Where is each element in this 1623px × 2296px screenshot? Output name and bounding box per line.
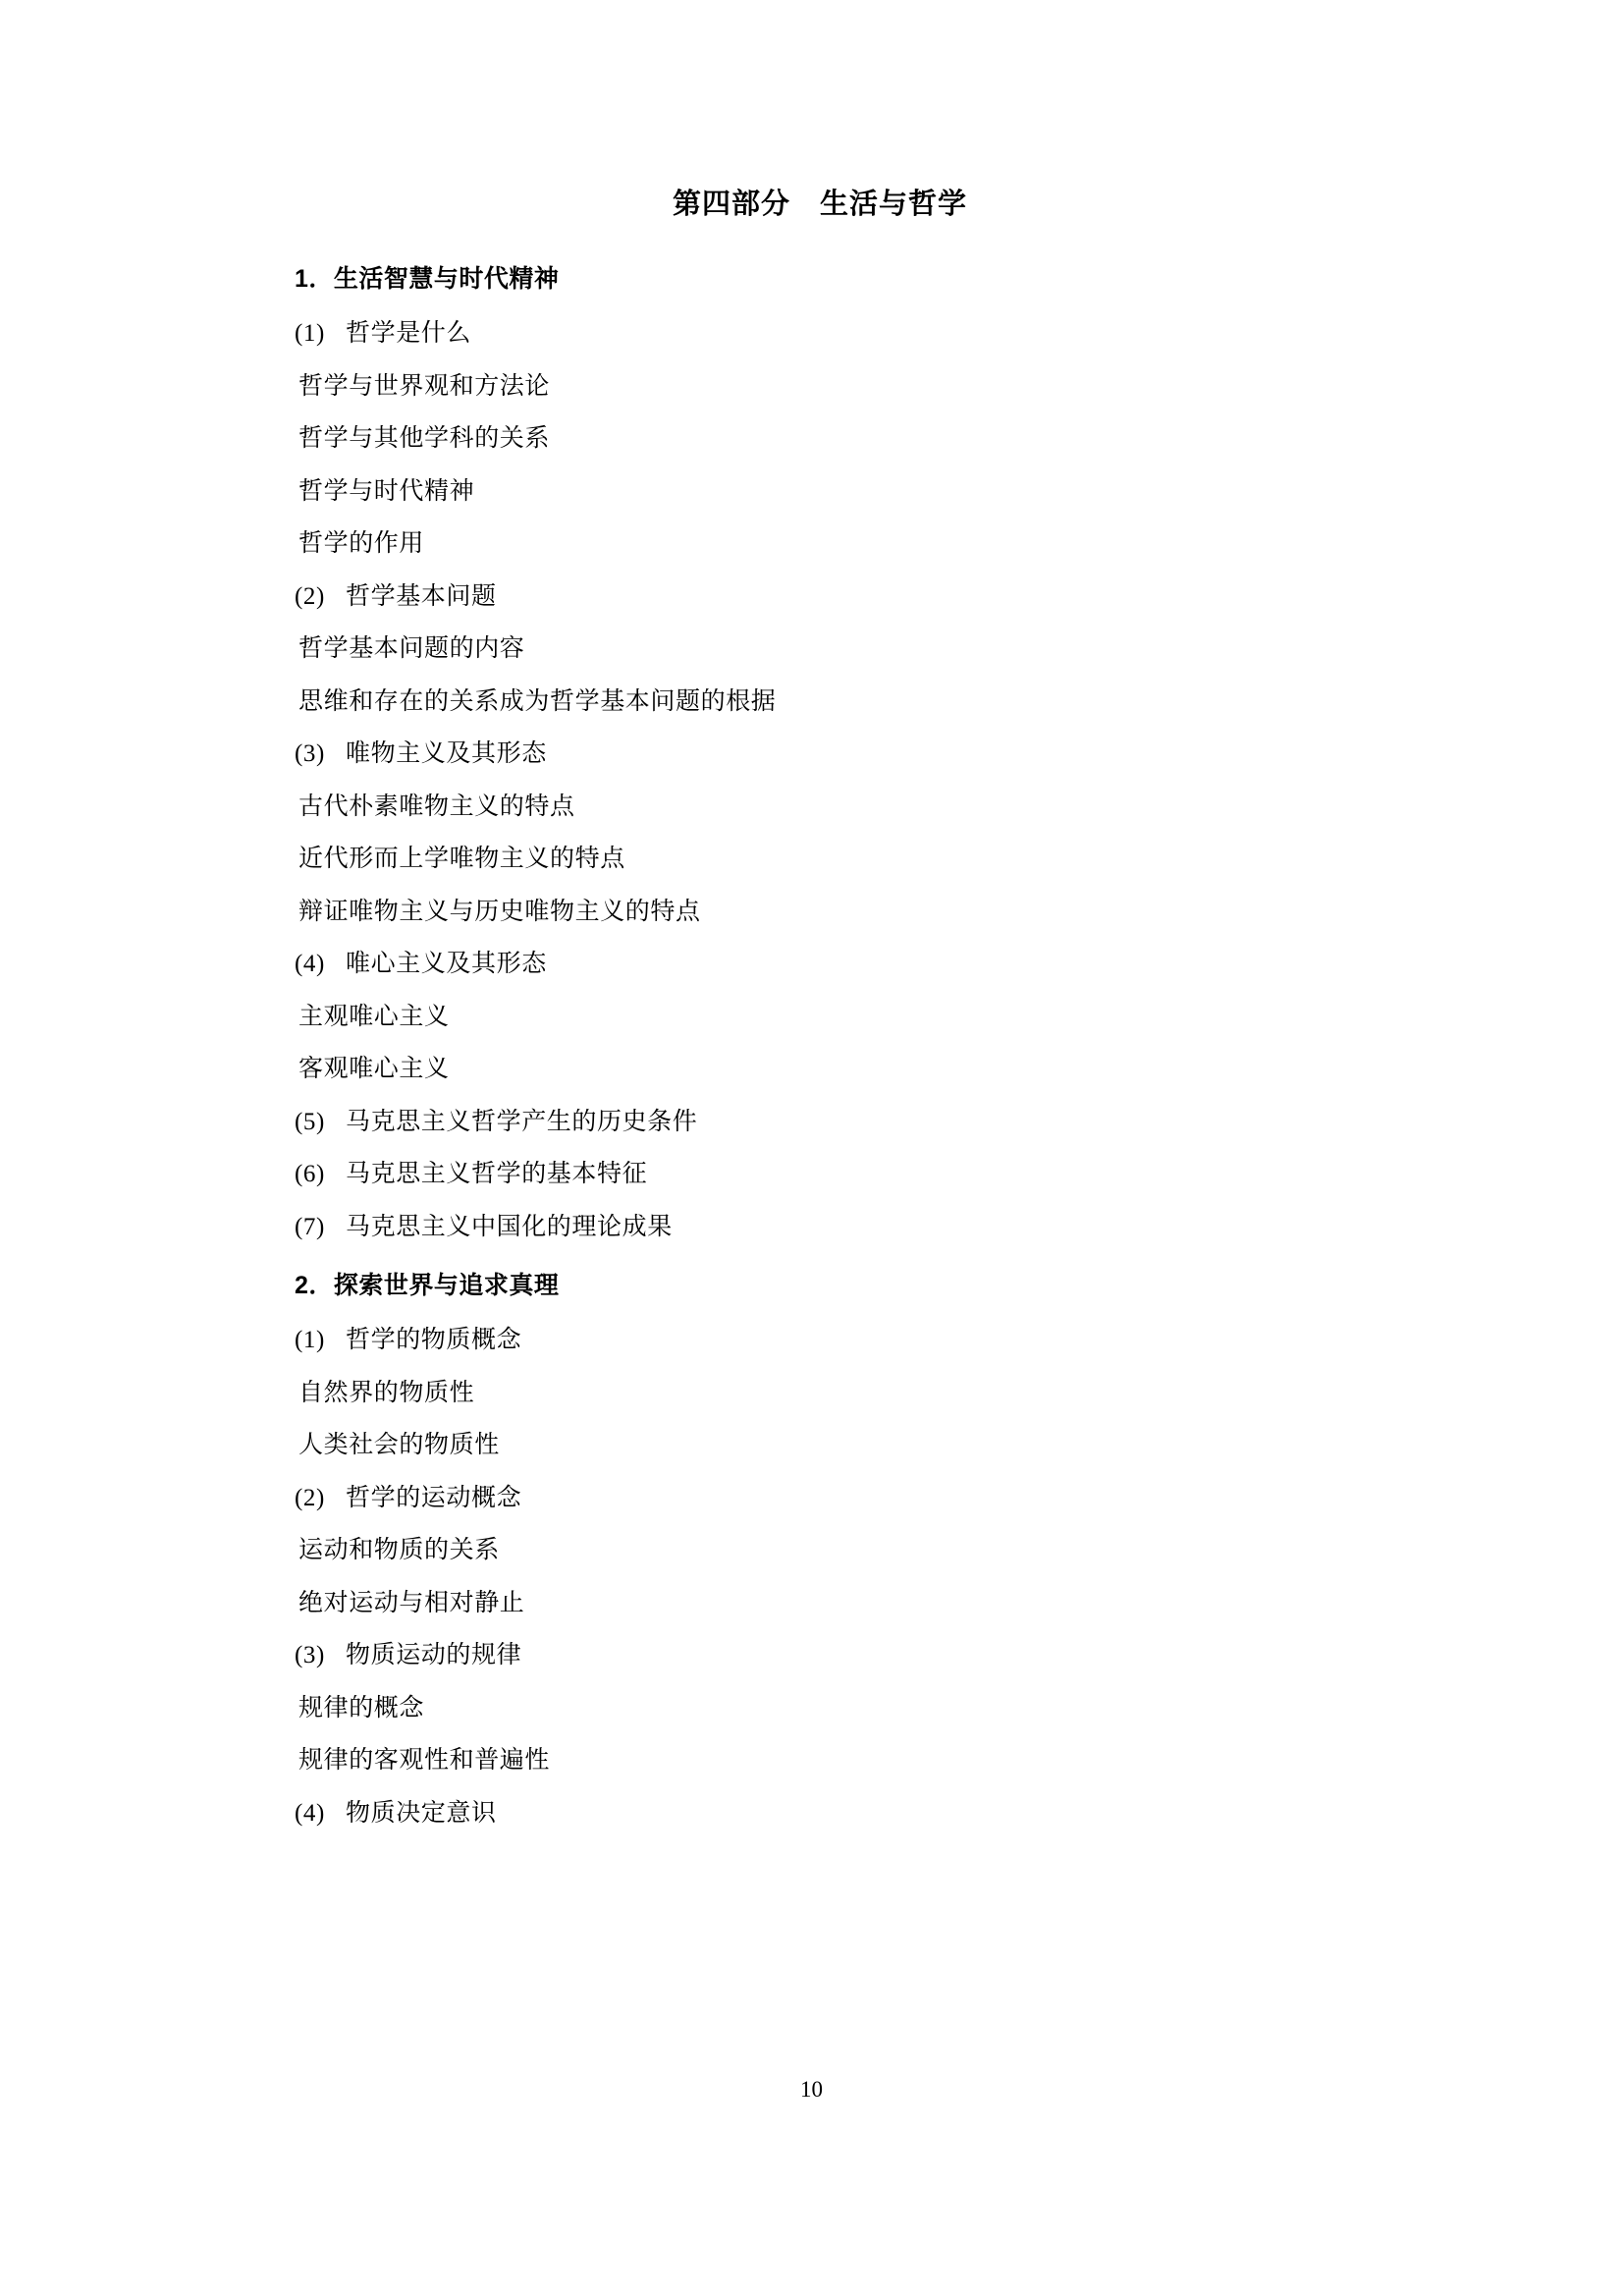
outline-entry	[295, 1642, 1335, 1669]
entry-text: 物质运动的规律	[346, 1642, 522, 1668]
entry-text: 马克思主义哲学的基本特征	[346, 1161, 648, 1187]
outline-entry	[295, 478, 1335, 506]
section-heading: 1．生活智慧与时代精神	[295, 265, 560, 293]
entry-text: 自然界的物质性	[298, 1379, 475, 1406]
entry-number: (3)	[295, 740, 325, 767]
entry-text: 唯心主义及其形态	[346, 951, 547, 977]
entry-text: 思维和存在的关系成为哲学基本问题的根据	[298, 687, 777, 715]
entry-text: 绝对运动与相对静止	[298, 1589, 525, 1616]
outline-entry	[295, 1380, 1335, 1407]
entry-number: (1)	[295, 1327, 325, 1353]
entry-number: (6)	[295, 1161, 325, 1187]
entry-number: (2)	[295, 582, 325, 610]
outline-entry	[295, 1747, 1335, 1775]
outline-entry	[295, 1327, 1335, 1354]
entry-text: 哲学是什么	[346, 320, 472, 347]
entry-number: (4)	[295, 1799, 325, 1827]
outline-entry	[295, 530, 1335, 558]
entry-text: 哲学与其他学科的关系	[298, 425, 551, 452]
document-body	[295, 182, 1335, 1852]
entry-text: 主观唯心主义	[298, 1003, 450, 1030]
entry-text: 规律的客观性和普遍性	[298, 1747, 551, 1774]
entry-number: (1)	[295, 320, 325, 347]
entry-text: 哲学基本问题	[346, 582, 497, 610]
entry-text: 马克思主义中国化的理论成果	[346, 1213, 673, 1240]
entry-text: 运动和物质的关系	[298, 1537, 500, 1563]
entry-text: 哲学与世界观和方法论	[298, 372, 551, 400]
entry-text: 规律的概念	[298, 1694, 425, 1722]
page-number: 10	[800, 2077, 823, 2102]
outline-entry	[295, 425, 1335, 453]
entry-number: (7)	[295, 1213, 325, 1240]
outline-entry	[295, 320, 1335, 348]
entry-text: 马克思主义哲学产生的历史条件	[346, 1108, 698, 1135]
outline-entry	[295, 1004, 1335, 1031]
entry-text: 哲学的作用	[298, 530, 425, 557]
outline-entry	[295, 635, 1335, 663]
outline-entry	[295, 1695, 1335, 1722]
outline-entry	[295, 1537, 1335, 1564]
outline-entry	[295, 1161, 1335, 1188]
entry-text: 人类社会的物质性	[298, 1432, 500, 1458]
outline-entry	[295, 688, 1335, 716]
entry-text: 古代朴素唯物主义的特点	[298, 793, 575, 820]
outline-entry	[295, 951, 1335, 978]
entry-text: 哲学与时代精神	[298, 477, 475, 505]
entry-text: 哲学基本问题的内容	[298, 635, 525, 662]
outline-entry	[295, 846, 1335, 873]
outline-entry	[295, 1485, 1335, 1512]
entry-text: 辩证唯物主义与历史唯物主义的特点	[298, 898, 701, 925]
outline-entry	[295, 1056, 1335, 1083]
entry-text: 物质决定意识	[346, 1799, 497, 1827]
outline-entry	[295, 793, 1335, 821]
outline-entry	[295, 1214, 1335, 1241]
outline-entry	[295, 583, 1335, 611]
outline-entry	[295, 1800, 1335, 1828]
entry-text: 客观唯心主义	[298, 1056, 450, 1082]
entry-text: 哲学的运动概念	[346, 1484, 522, 1511]
outline-entry	[295, 1590, 1335, 1617]
entry-number: (5)	[295, 1108, 325, 1135]
entry-text: 唯物主义及其形态	[346, 740, 547, 767]
outline-entry	[295, 899, 1335, 926]
entry-number: (3)	[295, 1642, 325, 1668]
outline-entry	[295, 373, 1335, 401]
entry-text: 哲学的物质概念	[346, 1327, 522, 1353]
entry-number: (2)	[295, 1484, 325, 1511]
outline-entry	[295, 1432, 1335, 1459]
entry-text: 近代形而上学唯物主义的特点	[298, 846, 625, 872]
section-heading: 2．探索世界与追求真理	[295, 1272, 560, 1299]
entry-number: (4)	[295, 951, 325, 977]
page-title: 第四部分 生活与哲学	[672, 189, 967, 220]
outline-entry	[295, 740, 1335, 768]
outline-entry	[295, 1109, 1335, 1136]
